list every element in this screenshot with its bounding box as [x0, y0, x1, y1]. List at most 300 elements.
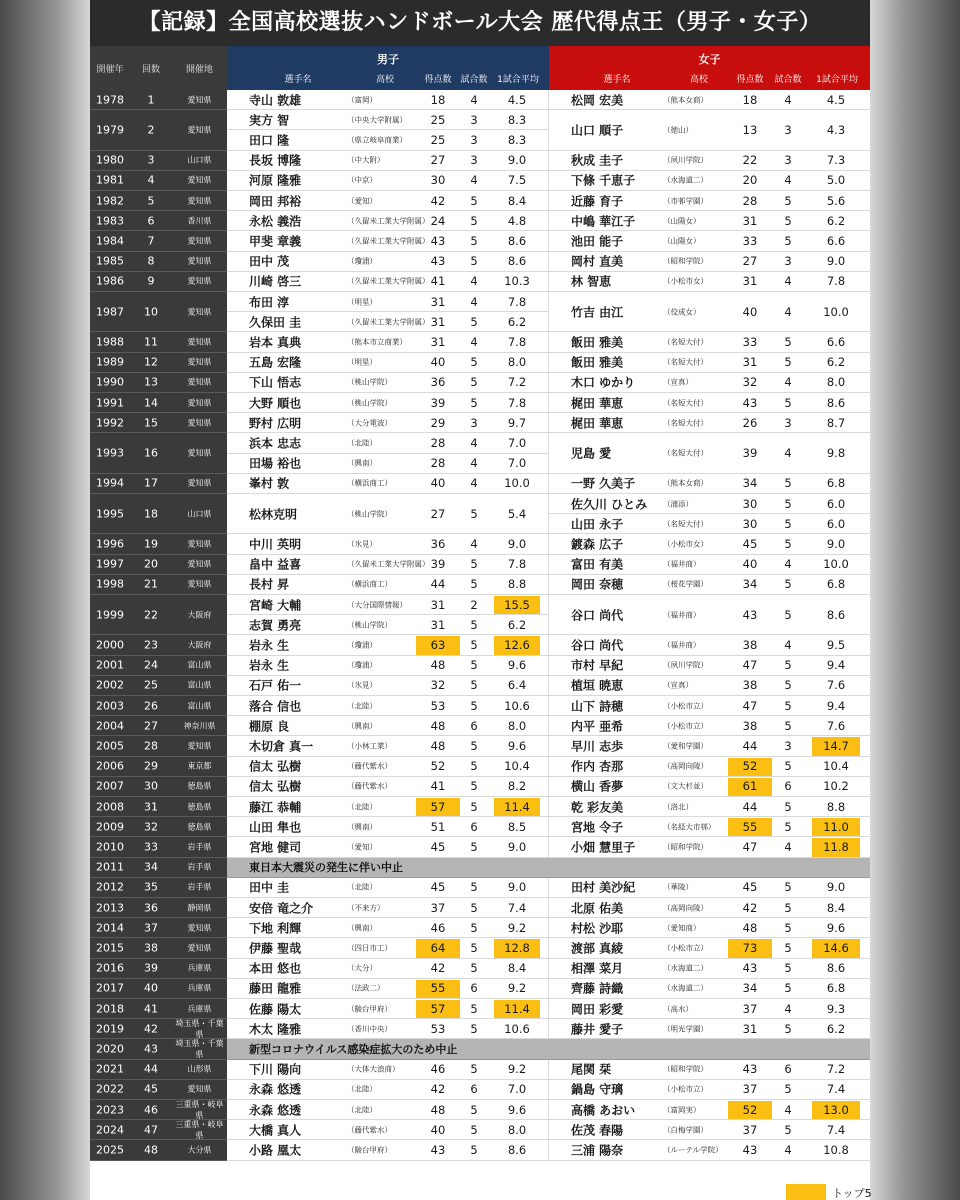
female-record — [549, 1019, 870, 1039]
cancellation-note — [227, 858, 870, 878]
year-cell: 1994 — [96, 476, 124, 490]
venue-cell: 徳島県 — [187, 822, 212, 832]
female-games: 5 — [784, 658, 792, 673]
male-player-entry — [227, 151, 548, 171]
female-points: 44 — [742, 799, 758, 814]
year-cell: 2007 — [96, 779, 124, 793]
female-player-name: 下條 千恵子 — [571, 173, 636, 188]
male-record — [227, 211, 549, 231]
row-meta — [90, 110, 227, 150]
female-points: 37 — [742, 1082, 758, 1097]
row-meta — [90, 393, 227, 413]
edition-cell: 29 — [144, 759, 158, 773]
male-school: （熊本市立商業） — [347, 337, 407, 347]
female-player-name: 谷口 尚代 — [571, 608, 624, 623]
female-school: （洛北） — [663, 802, 693, 812]
male-record — [227, 474, 549, 494]
male-games: 4 — [470, 173, 478, 188]
male-player-name: 田中 圭 — [249, 880, 290, 895]
female-games: 4 — [784, 274, 792, 289]
table-row — [90, 1039, 870, 1059]
female-player-name: 作内 杏那 — [571, 759, 624, 774]
male-player-name: 下川 陽向 — [249, 1062, 302, 1077]
female-school: （小松市立） — [663, 1084, 708, 1094]
male-average: 9.0 — [507, 880, 527, 895]
female-school: （白梅学園） — [663, 1125, 708, 1135]
male-player-name: 本田 悠也 — [249, 961, 302, 976]
male-average: 8.3 — [507, 112, 527, 127]
female-player-entry — [549, 514, 870, 534]
row-meta — [90, 777, 227, 797]
male-record — [227, 332, 549, 352]
female-points: 30 — [742, 496, 758, 511]
year-cell: 1984 — [96, 234, 124, 248]
male-player-entry — [227, 312, 548, 332]
male-games: 4 — [470, 536, 478, 551]
male-games: 5 — [470, 617, 478, 632]
female-record — [549, 898, 870, 918]
female-points: 44 — [742, 738, 758, 753]
male-games: 5 — [470, 637, 478, 652]
male-player-name: 久保田 圭 — [249, 315, 302, 330]
male-player-entry — [227, 332, 548, 352]
male-player-entry — [227, 353, 548, 373]
female-player-entry — [549, 292, 870, 332]
edition-cell: 45 — [144, 1082, 158, 1096]
male-school: （桃山学院） — [347, 377, 392, 387]
female-average: 11.8 — [823, 839, 849, 854]
male-points: 40 — [430, 355, 446, 370]
female-school: （夙川学院） — [663, 660, 708, 670]
edition-cell: 35 — [144, 880, 158, 894]
female-points: 22 — [742, 153, 758, 168]
female-average: 7.6 — [826, 718, 846, 733]
row-meta — [90, 151, 227, 171]
female-points: 43 — [742, 607, 758, 622]
male-points: 53 — [430, 698, 446, 713]
female-games: 4 — [784, 839, 792, 854]
female-school: （徳山） — [663, 125, 693, 135]
female-school: （愛知商） — [663, 923, 701, 933]
venue-cell: 香川県 — [187, 216, 212, 226]
male-school: （久留米工業大学附属） — [347, 216, 430, 226]
edition-cell: 12 — [144, 355, 158, 369]
female-record — [549, 959, 870, 979]
male-average: 4.5 — [507, 92, 527, 107]
male-average: 9.2 — [507, 920, 527, 935]
female-school: （小松市立） — [663, 943, 708, 953]
female-points: 43 — [742, 1062, 758, 1077]
female-games: 4 — [784, 637, 792, 652]
row-meta — [90, 1060, 227, 1080]
male-player-name: 伊藤 聖哉 — [249, 941, 302, 956]
male-record — [227, 696, 549, 716]
row-meta — [90, 837, 227, 857]
female-points: 13 — [742, 122, 758, 137]
year-cell: 1992 — [96, 416, 124, 430]
male-record — [227, 90, 549, 110]
female-average: 8.6 — [826, 961, 846, 976]
male-record — [227, 272, 549, 292]
male-school: （明星） — [347, 297, 377, 307]
male-games: 4 — [470, 274, 478, 289]
edition-cell: 13 — [144, 375, 158, 389]
row-meta — [90, 90, 227, 110]
legend-label: トップ5 — [832, 1187, 872, 1200]
female-average: 9.8 — [826, 446, 846, 461]
male-player-entry — [227, 1060, 548, 1080]
male-games: 5 — [470, 678, 478, 693]
male-player-entry — [227, 231, 548, 251]
male-average: 7.8 — [507, 557, 527, 572]
year-cell: 2008 — [96, 800, 124, 814]
female-games: 4 — [784, 1102, 792, 1117]
male-average: 12.6 — [504, 637, 530, 652]
female-player-name: 梶田 華恵 — [571, 396, 624, 411]
female-games: 4 — [784, 1001, 792, 1016]
male-average: 6.4 — [507, 678, 527, 693]
female-average: 10.0 — [823, 304, 849, 319]
female-record — [549, 474, 870, 494]
male-games: 5 — [470, 839, 478, 854]
female-player-name: 秋成 圭子 — [571, 153, 624, 168]
male-points: 36 — [430, 375, 446, 390]
row-meta — [90, 1019, 227, 1039]
male-school: （駿台甲府） — [347, 1004, 392, 1014]
row-meta — [90, 696, 227, 716]
female-school: （水海道二） — [663, 963, 708, 973]
male-school: （大分国際情報） — [347, 600, 407, 610]
male-points: 43 — [430, 254, 446, 269]
female-games: 5 — [784, 1021, 792, 1036]
edition-cell: 18 — [144, 507, 158, 521]
female-record — [549, 90, 870, 110]
female-record — [549, 777, 870, 797]
male-player-name: 木太 隆雅 — [249, 1022, 302, 1037]
table-row — [90, 918, 870, 938]
female-average: 8.6 — [826, 395, 846, 410]
male-points: 48 — [430, 718, 446, 733]
venue-cell: 愛知県 — [187, 196, 212, 206]
table-row — [90, 837, 870, 857]
male-record — [227, 777, 549, 797]
edition-cell: 2 — [147, 123, 155, 137]
female-record — [549, 332, 870, 352]
edition-cell: 16 — [144, 446, 158, 460]
row-meta — [90, 252, 227, 272]
female-player-entry — [549, 393, 870, 413]
female-school: （小松市女） — [663, 276, 708, 286]
header-female-player: 選手名 — [603, 75, 631, 85]
male-games: 2 — [470, 597, 478, 612]
female-games: 4 — [784, 375, 792, 390]
female-player-entry — [549, 1060, 870, 1080]
table-row — [90, 1100, 870, 1120]
male-record — [227, 1120, 549, 1140]
venue-cell: 富山県 — [187, 701, 212, 711]
female-average: 8.4 — [826, 900, 846, 915]
male-average: 9.0 — [507, 536, 527, 551]
row-meta — [90, 494, 227, 534]
venue-cell: 岩手県 — [187, 862, 212, 872]
male-games: 4 — [470, 476, 478, 491]
female-record — [549, 716, 870, 736]
female-player-name: 飯田 雅美 — [571, 335, 624, 350]
table-row — [90, 716, 870, 736]
female-player-entry — [549, 191, 870, 211]
female-record — [549, 353, 870, 373]
male-points: 57 — [430, 799, 446, 814]
female-record — [549, 110, 870, 150]
year-cell: 1997 — [96, 557, 124, 571]
male-player-name: 田口 隆 — [249, 133, 290, 148]
male-points: 63 — [430, 637, 446, 652]
female-record — [549, 1060, 870, 1080]
female-record — [549, 999, 870, 1019]
male-games: 5 — [470, 375, 478, 390]
year-cell: 1993 — [96, 446, 124, 460]
male-player-entry — [227, 191, 548, 211]
male-record — [227, 534, 549, 554]
female-games: 5 — [784, 1122, 792, 1137]
female-points: 47 — [742, 698, 758, 713]
edition-cell: 38 — [144, 941, 158, 955]
female-points: 31 — [742, 355, 758, 370]
male-school: （桃山学院） — [347, 620, 392, 630]
male-points: 52 — [430, 759, 446, 774]
male-player-name: 棚原 良 — [249, 719, 290, 734]
male-games: 3 — [470, 132, 478, 147]
female-games: 5 — [784, 799, 792, 814]
male-average: 9.2 — [507, 1062, 527, 1077]
row-meta — [90, 918, 227, 938]
male-player-entry — [227, 474, 548, 494]
male-player-entry — [227, 656, 548, 676]
edition-cell: 39 — [144, 961, 158, 975]
venue-cell: 山口県 — [187, 509, 212, 519]
venue-cell: 大阪府 — [187, 640, 212, 650]
male-record — [227, 353, 549, 373]
year-cell: 1989 — [96, 355, 124, 369]
female-points: 47 — [742, 658, 758, 673]
female-points: 18 — [742, 92, 758, 107]
male-school: （県立岐阜商業） — [347, 135, 407, 145]
male-player-name: 岩本 真典 — [249, 335, 302, 350]
female-school: （宣真） — [663, 377, 693, 387]
female-games: 4 — [784, 557, 792, 572]
row-meta — [90, 716, 227, 736]
male-points: 25 — [430, 112, 446, 127]
male-points: 48 — [430, 658, 446, 673]
female-school: （昭和学院） — [663, 842, 708, 852]
male-points: 28 — [430, 435, 446, 450]
male-games: 3 — [470, 415, 478, 430]
female-school: （宣真） — [663, 680, 693, 690]
female-player-name: 相澤 菜月 — [571, 961, 624, 976]
female-player-entry — [549, 878, 870, 898]
female-player-name: 鍍森 広子 — [571, 537, 624, 552]
male-school: （愛知） — [347, 196, 377, 206]
female-school: （華陵） — [663, 882, 693, 892]
female-player-entry — [549, 1080, 870, 1100]
male-player-entry — [227, 555, 548, 575]
male-points: 18 — [430, 92, 446, 107]
female-player-entry — [549, 918, 870, 938]
male-record — [227, 151, 549, 171]
female-player-entry — [549, 252, 870, 272]
female-player-entry — [549, 171, 870, 191]
male-player-name: 永森 悠透 — [249, 1103, 302, 1118]
female-player-entry — [549, 938, 870, 958]
male-average: 8.0 — [507, 718, 527, 733]
year-cell: 2018 — [96, 1002, 124, 1016]
header-male-player: 選手名 — [284, 75, 312, 85]
female-school: （高岡向陵） — [663, 761, 708, 771]
male-games: 6 — [470, 1082, 478, 1097]
table-row — [90, 858, 870, 878]
female-player-entry — [549, 555, 870, 575]
row-meta — [90, 1140, 227, 1160]
female-average: 7.3 — [826, 153, 846, 168]
edition-cell: 44 — [144, 1062, 158, 1076]
male-average: 12.8 — [504, 940, 530, 955]
edition-cell: 14 — [144, 396, 158, 410]
male-points: 28 — [430, 456, 446, 471]
female-player-entry — [549, 635, 870, 655]
venue-cell: 兵庫県 — [187, 963, 212, 973]
male-games: 5 — [470, 355, 478, 370]
male-school: （瓊浦） — [347, 660, 377, 670]
edition-cell: 20 — [144, 557, 158, 571]
header-male-avg: 1試合平均 — [497, 75, 539, 85]
male-record — [227, 898, 549, 918]
male-record — [227, 999, 549, 1019]
row-meta — [90, 1080, 227, 1100]
table-row — [90, 191, 870, 211]
header-edition: 回数 — [141, 65, 160, 75]
female-school: （福井商） — [663, 610, 701, 620]
male-average: 8.4 — [507, 193, 527, 208]
female-average: 6.8 — [826, 476, 846, 491]
male-record — [227, 171, 549, 191]
venue-cell: 三重県・岐阜県 — [175, 1119, 224, 1140]
table-row — [90, 676, 870, 696]
male-school: （久留米工業大学附属） — [347, 276, 430, 286]
female-games: 5 — [784, 355, 792, 370]
male-record — [227, 797, 549, 817]
male-player-entry — [227, 130, 548, 150]
male-record — [227, 656, 549, 676]
male-player-entry — [227, 454, 548, 474]
venue-cell: 山口県 — [187, 155, 212, 165]
female-school: （浦添） — [663, 499, 693, 509]
male-record — [227, 1019, 549, 1039]
male-games: 5 — [470, 1062, 478, 1077]
male-games: 4 — [470, 294, 478, 309]
venue-cell: 兵庫県 — [187, 1004, 212, 1014]
female-points: 31 — [742, 213, 758, 228]
venue-cell: 愛知県 — [187, 95, 212, 105]
venue-cell: 兵庫県 — [187, 983, 212, 993]
female-games: 5 — [784, 607, 792, 622]
male-record — [227, 736, 549, 756]
male-points: 30 — [430, 173, 446, 188]
row-meta — [90, 898, 227, 918]
female-games: 4 — [784, 173, 792, 188]
female-record — [549, 292, 870, 332]
female-school: （高水） — [663, 1004, 693, 1014]
male-player-name: 藤江 恭輔 — [249, 800, 302, 815]
male-games: 5 — [470, 961, 478, 976]
male-player-entry — [227, 575, 548, 595]
male-record — [227, 373, 549, 393]
male-games: 5 — [470, 506, 478, 521]
table-row — [90, 231, 870, 251]
female-average: 13.0 — [823, 1102, 849, 1117]
edition-cell: 28 — [144, 739, 158, 753]
female-player-name: 三浦 陽奈 — [571, 1143, 624, 1158]
male-school: （興南） — [347, 822, 377, 832]
female-points: 26 — [742, 415, 758, 430]
table-row — [90, 736, 870, 756]
row-meta — [90, 736, 227, 756]
female-games: 5 — [784, 233, 792, 248]
male-school: （小林工業） — [347, 741, 392, 751]
male-player-name: 実方 智 — [249, 113, 290, 128]
female-player-entry — [549, 373, 870, 393]
female-average: 7.8 — [826, 274, 846, 289]
male-points: 31 — [430, 314, 446, 329]
male-player-entry — [227, 534, 548, 554]
male-school: （横浜商工） — [347, 579, 392, 589]
year-cell: 2000 — [96, 638, 124, 652]
table-row — [90, 151, 870, 171]
female-school: （小松市女） — [663, 539, 708, 549]
female-games: 6 — [784, 1062, 792, 1077]
female-school: （愛和学園） — [663, 741, 708, 751]
male-points: 32 — [430, 678, 446, 693]
male-player-entry — [227, 979, 548, 999]
female-average: 6.2 — [826, 213, 846, 228]
venue-cell: 富山県 — [187, 660, 212, 670]
female-average: 9.0 — [826, 880, 846, 895]
edition-cell: 24 — [144, 658, 158, 672]
male-points: 46 — [430, 1062, 446, 1077]
male-player-name: 藤田 龍雅 — [249, 981, 302, 996]
male-record — [227, 837, 549, 857]
male-record — [227, 393, 549, 413]
venue-cell: 愛知県 — [187, 357, 212, 367]
row-meta — [90, 555, 227, 575]
male-record — [227, 757, 549, 777]
table-row — [90, 474, 870, 494]
table-row — [90, 1080, 870, 1100]
venue-cell: 東京都 — [187, 761, 212, 771]
female-points: 38 — [742, 718, 758, 733]
female-record — [549, 656, 870, 676]
male-record — [227, 1140, 549, 1160]
table-row — [90, 817, 870, 837]
female-school: （明光学園） — [663, 1024, 708, 1034]
male-player-entry — [227, 898, 548, 918]
female-player-name: 藤井 愛子 — [571, 1022, 624, 1037]
female-points: 55 — [742, 819, 758, 834]
female-player-name: 児島 愛 — [571, 446, 612, 461]
female-record — [549, 676, 870, 696]
table-row — [90, 272, 870, 292]
male-school: （北陸） — [347, 438, 377, 448]
female-games: 5 — [784, 880, 792, 895]
